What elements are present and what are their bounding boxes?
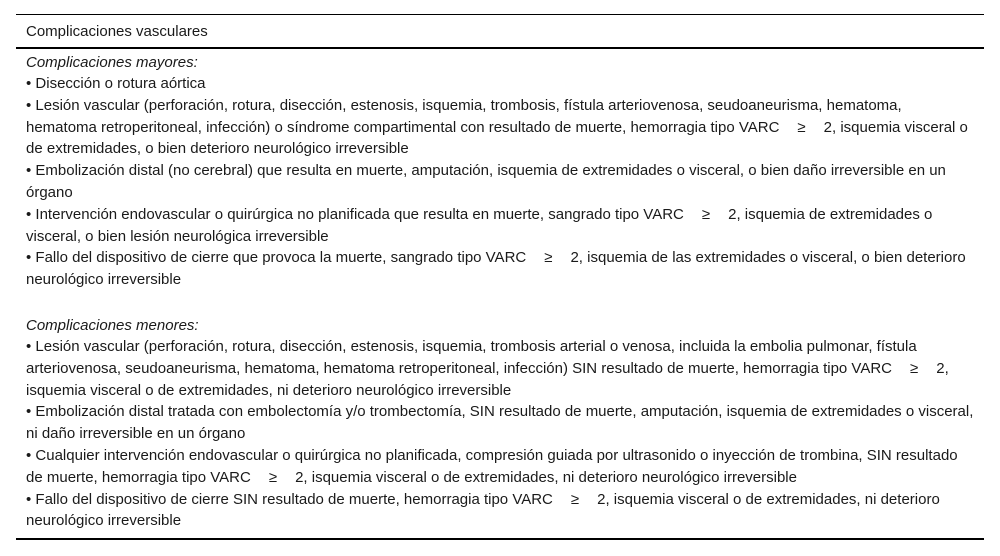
major-item: • Fallo del dispositivo de cierre que provoca la muerte, sangrado tipo VARC ≥ 2, isquemia de las extremidades o visceral, o bien deterioro neurológico irreversible bbox=[26, 249, 966, 289]
table-header bbox=[16, 14, 984, 49]
table-body bbox=[16, 49, 984, 540]
section-spacer bbox=[26, 291, 974, 315]
minor-item: • Lesión vascular (perforación, rotura, disección, estenosis, isquemia, trombosis arterial o venosa, incluida la embolia pulmonar, fístula arteriovenosa, seudoaneurisma, hematoma, hematoma retroperitoneal, infección) SIN resultado de muerte, hemorragia tipo VARC ≥ 2, isquemia visceral o de extremidades, ni deterioro neurológico irreversible bbox=[26, 337, 949, 399]
minor-item: • Embolización distal tratada con embolectomía y/o trombectomía, SIN resultado de muerte, amputación, isquemia de extremidades o visceral, ni daño irreversible en un órgano bbox=[26, 403, 974, 443]
table-header-label: Complicaciones vasculares bbox=[26, 23, 208, 40]
minor-item: • Cualquier intervención endovascular o quirúrgica no planificada, compresión guiada por ultrasonido o inyección de trombina, SIN resultado de muerte, hemorragia tipo VARC ≥ 2, isquemia visceral o de extremidades, ni deterioro neurológico irreversible bbox=[26, 446, 958, 486]
minor-item: • Fallo del dispositivo de cierre SIN resultado de muerte, hemorragia tipo VARC ≥ 2, isquemia visceral o de extremidades, ni deterioro neurológico irreversible bbox=[26, 490, 940, 530]
major-complications-title: Complicaciones mayores: bbox=[26, 54, 198, 71]
vascular-complications-table bbox=[16, 14, 984, 540]
major-item: • Disección o rotura aórtica bbox=[26, 75, 206, 92]
major-item: • Lesión vascular (perforación, rotura, disección, estenosis, isquemia, trombosis, fístula arteriovenosa, seudoaneurisma, hematoma, hematoma retroperitoneal, infección) o síndrome compartimental con resultado de muerte, hemorragia tipo VARC ≥ 2, isquemia visceral o de extremidades, o bien deterioro neurológico irreversible bbox=[26, 96, 968, 158]
minor-complications-title: Complicaciones menores: bbox=[26, 316, 199, 334]
major-item: • Embolización distal (no cerebral) que resulta en muerte, amputación, isquemia de extremidades o visceral, o bien daño irreversible en un órgano bbox=[26, 162, 946, 201]
major-item: • Intervención endovascular o quirúrgica no planificada que resulta en muerte, sangrado tipo VARC ≥ 2, isquemia de extremidades o visceral, o bien lesión neurológica irreversible bbox=[26, 205, 933, 245]
